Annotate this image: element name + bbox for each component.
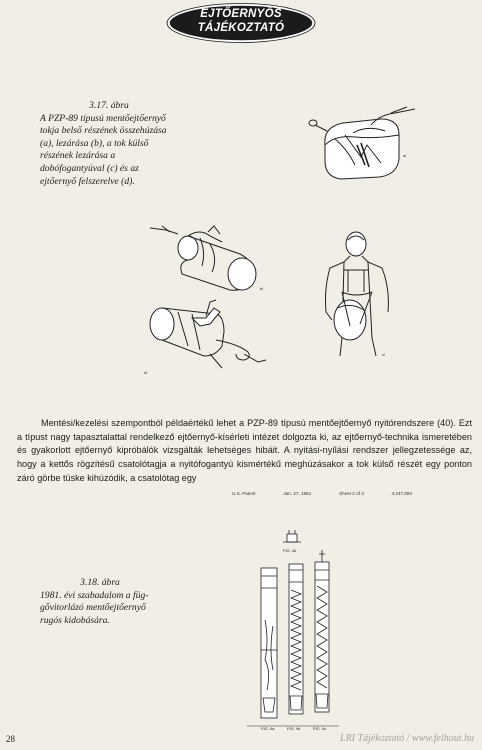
figure-3-17-a-illustration <box>295 105 425 185</box>
header-title <box>166 7 316 35</box>
footer-credit: LRI Tájékoztató / www.felhout.hu <box>340 733 474 744</box>
figure-label-a: a/ <box>403 153 407 158</box>
figure-3-18-line3: rugós kidobására. <box>40 614 110 626</box>
figure-3-18-caption <box>18 577 168 627</box>
figure-3-18-line2: gővitorlázó mentőejtőernyő <box>40 602 146 614</box>
figure-3-17-b-illustration <box>148 222 273 297</box>
patent-header-date: Jan. 27, 1981 <box>283 491 312 496</box>
patent-label-c: FIG. 4c <box>313 726 327 731</box>
patent-header-sheet: Sheet 2 of 3 <box>338 491 364 496</box>
patent-header-label: U.S. Patent <box>232 491 256 496</box>
figure-label-c: c/ <box>382 352 386 357</box>
figure-3-17-text: A PZP-89 típusú mentőejtőernyő tokja belső részének összehúzása (a), lezárása (b), a tok külső részének lezárása a dobófogantyúval (c) és az ejtőernyő felszerelve (d). <box>40 112 167 187</box>
figure-3-17-c-illustration <box>320 228 395 358</box>
figure-3-17-number: 3.17. ábra <box>89 100 129 111</box>
patent-label-top: FIG. 4d <box>283 548 297 553</box>
patent-label-b: FIG. 4b <box>287 726 301 731</box>
header-title-line2: TÁJÉKOZTATÓ <box>197 22 285 34</box>
body-paragraph <box>17 417 472 486</box>
figure-label-d: d/ <box>144 370 148 375</box>
figure-label-b: b/ <box>260 286 264 291</box>
figure-3-18-line1: 1981. évi szabadalom a füg- <box>40 589 149 601</box>
figure-3-17-caption <box>40 100 168 188</box>
body-paragraph-text: Mentési/kezelési szempontból példaértékű lehet a PZP-89 típusú mentőejtőernyő nyitórendszere (40). Ezt a típust nagy tapasztalattal rendelkező ejtőernyő-kísérleti intézet dolgozta ki, az ejtőernyő-technika ismeretében és gyakorlott ejtőernyő kipróbálók vizsgálták lehetséges hibáit. A nyitási-nyílási rendszer jellegzetessége az, hogy a kettős rögzítésű csatolótagja a nyitófogantyú kismértékű meghúzásakor a tok külső részét egy ponton záró görbe tüske kihúzódik, a csatolótag egy <box>17 418 472 483</box>
patent-header-number: 4,247,060 <box>391 491 412 496</box>
patent-header <box>232 491 412 496</box>
patent-drawing <box>243 530 343 735</box>
figure-3-17-d-illustration <box>140 298 275 378</box>
header-title-line1: EJTŐERNYŐS <box>200 8 282 20</box>
patent-label-a: FIG. 4a <box>261 726 275 731</box>
header-badge <box>166 3 316 43</box>
figure-3-18-number: 3.18. ábra <box>80 577 120 588</box>
page-number: 28 <box>6 734 15 744</box>
